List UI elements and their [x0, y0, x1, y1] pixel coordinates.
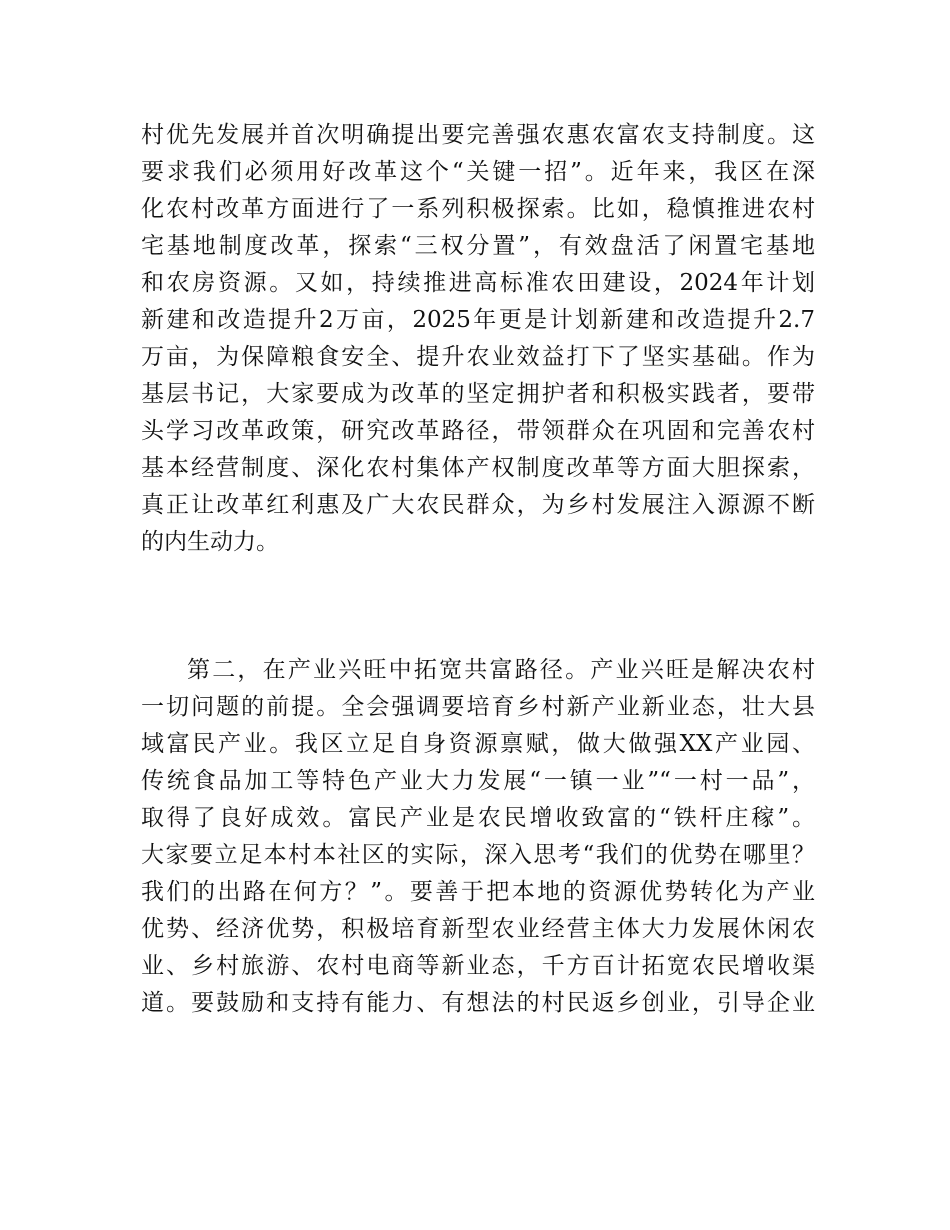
- text-line: 新建和改造提升2万亩，2025年更是计划新建和改造提升2.7: [141, 307, 815, 333]
- text-line: 村优先发展并首次明确提出要完善强农惠农富农支持制度。这: [141, 122, 815, 148]
- text-line: 基本经营制度、深化农村集体产权制度改革等方面大胆探索，: [141, 455, 815, 481]
- text-line: 大家要立足本村本社区的实际，深入思考“我们的优势在哪里？: [141, 842, 815, 868]
- text-line: 道。要鼓励和支持有能力、有想法的村民返乡创业，引导企业: [141, 990, 815, 1016]
- text-line: 和农房资源。又如，持续推进高标准农田建设，2024年计划: [141, 270, 815, 296]
- text-line: 真正让改革红利惠及广大农民群众，为乡村发展注入源源不断: [141, 492, 815, 518]
- text-line: 一切问题的前提。全会强调要培育乡村新产业新业态，壮大县: [141, 694, 815, 720]
- text-line: 化农村改革方面进行了一系列积极探索。比如，稳慎推进农村: [141, 196, 815, 222]
- paragraph-industry: [141, 652, 815, 1022]
- text-line: 的内生动力。: [141, 529, 279, 555]
- text-line: 业、乡村旅游、农村电商等新业态，千方百计拓宽农民增收渠: [141, 953, 815, 979]
- text-line: 万亩，为保障粮食安全、提升农业效益打下了坚实基础。作为: [141, 344, 815, 370]
- text-line: 优势、经济优势，积极培育新型农业经营主体大力发展休闲农: [141, 916, 815, 942]
- text-line: 域富民产业。我区立足自身资源禀赋，做大做强XX产业园、: [141, 731, 815, 757]
- text-line: 要求我们必须用好改革这个“关键一招”。近年来，我区在深: [141, 159, 815, 185]
- paragraph-reform: [141, 117, 815, 561]
- text-line: 宅基地制度改革，探索“三权分置”，有效盘活了闲置宅基地: [141, 233, 815, 259]
- text-line: 我们的出路在何方？”。要善于把本地的资源优势转化为产业: [141, 879, 815, 905]
- text-line: 取得了良好成效。富民产业是农民增收致富的“铁杆庄稼”。: [141, 805, 815, 831]
- text-line: 第二，在产业兴旺中拓宽共富路径。产业兴旺是解决农村: [187, 657, 815, 683]
- text-line: 基层书记，大家要成为改革的坚定拥护者和积极实践者，要带: [141, 381, 815, 407]
- text-line: 传统食品加工等特色产业大力发展“一镇一业”“一村一品”，: [141, 768, 815, 794]
- text-line: 头学习改革政策，研究改革路径，带领群众在巩固和完善农村: [141, 418, 815, 444]
